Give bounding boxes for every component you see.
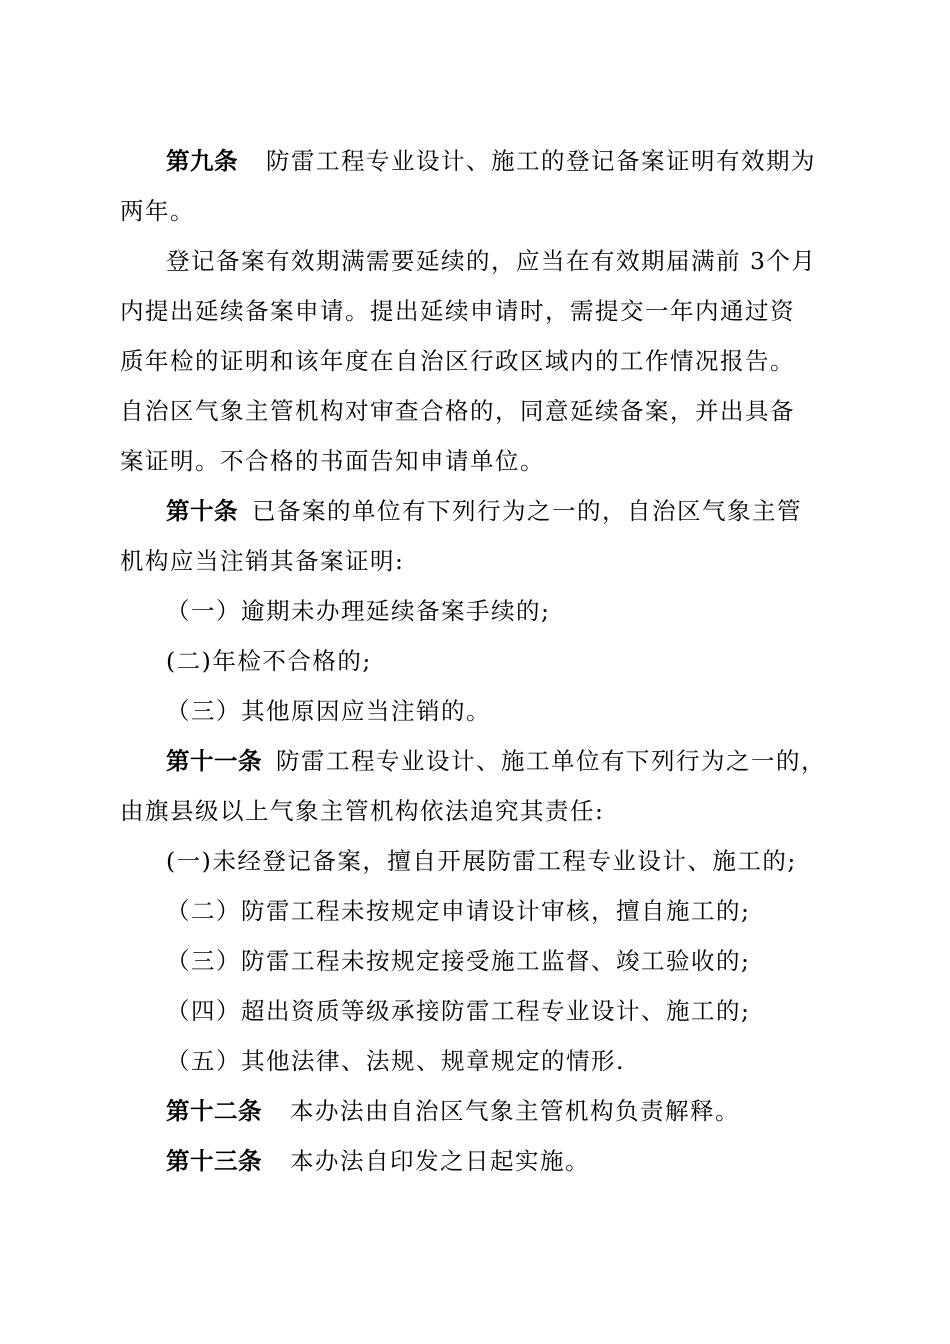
article-11-item-2: （二）防雷工程未按规定申请设计审核，擅自施工的;	[166, 897, 751, 925]
article-10-line-1	[166, 496, 802, 526]
article-13-heading: 第十三条	[166, 1147, 262, 1175]
article-13-line	[166, 1146, 590, 1176]
article-11-text: 防雷工程专业设计、施工单位有下列行为之一的，	[276, 747, 826, 775]
article-10-heading: 第十条	[166, 497, 238, 525]
article-11-item-5: （五）其他法律、法规、规章规定的情形.	[166, 1047, 625, 1075]
article-11-heading: 第十一条	[166, 747, 262, 775]
article-9-p2-line-2: 内提出延续备案申请。提出延续申请时，需提交一年内通过资	[120, 297, 795, 325]
article-9-text: 防雷工程专业设计、施工的登记备案证明有效期为	[266, 147, 816, 175]
article-10-item-1: （一）逾期未办理延续备案手续的;	[166, 597, 551, 625]
article-12-heading: 第十二条	[166, 1097, 262, 1125]
article-10-line-2: 机构应当注销其备案证明:	[120, 547, 405, 575]
article-9-p2-line-1: 登记备案有效期满需要延续的，应当在有效期届满前 3个月	[166, 247, 817, 275]
article-9-p2-line-3: 质年检的证明和该年度在自治区行政区域内的工作情况报告。	[120, 347, 795, 375]
article-9-line-2: 两年。	[120, 197, 195, 225]
article-9-p2-line-4: 自治区气象主管机构对审查合格的，同意延续备案，并出具备	[120, 397, 795, 425]
article-9-line-1	[166, 146, 816, 176]
article-11-item-3: （三）防雷工程未按规定接受施工监督、竣工验收的;	[166, 947, 751, 975]
article-12-line	[166, 1096, 740, 1126]
article-11-item-4: （四）超出资质等级承接防雷工程专业设计、施工的;	[166, 997, 751, 1025]
article-11-item-1: (一)未经登记备案，擅自开展防雷工程专业设计、施工的;	[166, 847, 797, 875]
article-10-item-2: (二)年检不合格的;	[166, 647, 372, 675]
article-10-text: 已备案的单位有下列行为之一的，自治区气象主管	[252, 497, 802, 525]
article-10-item-3: （三）其他原因应当注销的。	[166, 697, 491, 725]
article-12-text: 本办法由自治区气象主管机构负责解释。	[290, 1097, 740, 1125]
article-13-text: 本办法自印发之日起实施。	[290, 1147, 590, 1175]
article-11-line-1	[166, 746, 826, 776]
article-9-p2-line-5: 案证明。不合格的书面告知申请单位。	[120, 447, 545, 475]
article-11-line-2: 由旗县级以上气象主管机构依法追究其责任:	[120, 797, 605, 825]
article-9-heading: 第九条	[166, 147, 238, 175]
